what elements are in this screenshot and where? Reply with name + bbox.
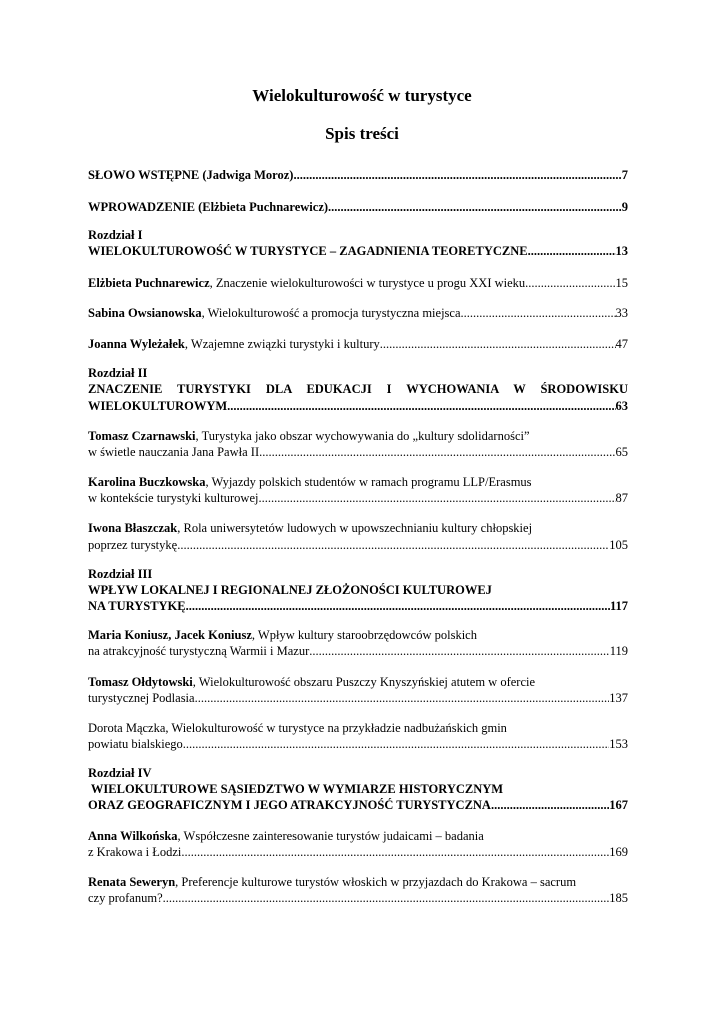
page-number: 185 <box>609 891 628 905</box>
entry-title: poprzez turystykę <box>88 538 178 552</box>
dot-leader <box>380 336 616 353</box>
toc-entry-line2 <box>88 643 628 660</box>
entry-author: Tomasz Ołdytowski <box>88 675 193 689</box>
entry-title: powiatu bialskiego <box>88 737 183 751</box>
page-number: 119 <box>609 644 628 658</box>
toc-entry-line1 <box>88 627 628 644</box>
page-number: 47 <box>615 337 628 351</box>
entry-title: SŁOWO WSTĘPNE (Jadwiga Moroz) <box>88 168 294 182</box>
entry-title: , Wyjazdy polskich studentów w ramach programu LLP/Erasmus <box>205 475 532 489</box>
dot-leader <box>491 797 609 814</box>
entry-title: WIELOKULTUROWYM <box>88 399 228 413</box>
dot-leader <box>227 398 615 415</box>
page-number: 13 <box>615 244 628 258</box>
entry-title: z Krakowa i Łodzi <box>88 845 182 859</box>
entry-title: , Znaczenie wielokulturowości w turystyce u progu XXI wieku <box>209 276 526 290</box>
toc-entry-line2 <box>88 444 628 461</box>
toc-entry-foreword <box>88 167 628 184</box>
toc-entry <box>88 275 628 292</box>
chapter-4-title-line1: WIELOKULTUROWE SĄSIEDZTWO W WYMIARZE HISTORYCZNYM <box>88 782 504 796</box>
entry-author: Iwona Błaszczak <box>88 521 178 535</box>
dot-leader <box>461 305 616 322</box>
dot-leader <box>186 598 610 615</box>
toc-entry-line1 <box>88 520 628 537</box>
toc-entry-line2 <box>88 690 628 707</box>
entry-author: Karolina Buczkowska <box>88 475 206 489</box>
page-number: 169 <box>609 845 628 859</box>
page-number: 9 <box>621 200 628 214</box>
entry-title: , Wzajemne związki turystyki i kultury <box>184 337 380 351</box>
entry-author: Joanna Wyleżałek <box>88 337 185 351</box>
toc-entry-line1: Dorota Mączka, Wielokulturowość w turystyce na przykładzie nadbużańskich gmin <box>88 721 507 735</box>
toc-entry-line1 <box>88 874 628 891</box>
entry-title: turystycznej Podlasia <box>88 691 195 705</box>
dot-leader <box>195 690 610 707</box>
chapter-1-title <box>88 243 628 260</box>
entry-title: , Wpływ kultury staroobrzędowców polskich <box>251 628 477 642</box>
toc-entry-line1 <box>88 428 628 445</box>
toc-heading: Spis treści <box>325 124 399 143</box>
toc-entry-line2 <box>88 890 628 907</box>
chapter-1-label: Rozdział I <box>88 228 143 242</box>
entry-author: Renata Seweryn <box>88 875 176 889</box>
chapter-3-label: Rozdział III <box>88 567 153 581</box>
toc-entry-line1 <box>88 474 628 491</box>
toc-entry-line2 <box>88 844 628 861</box>
entry-title: ORAZ GEOGRAFICZNYM I JEGO ATRAKCYJNOŚĆ TURYSTYCZNA <box>88 798 491 812</box>
page-number: 33 <box>615 306 628 320</box>
entry-title: , Wielokulturowość a promocja turystyczna miejsca <box>201 306 461 320</box>
toc-entry-line1 <box>88 828 628 845</box>
page-number: 7 <box>621 168 628 182</box>
page-number: 167 <box>609 798 628 812</box>
toc-entry-line1 <box>88 674 628 691</box>
dot-leader <box>259 444 615 461</box>
entry-author: Tomasz Czarnawski <box>88 429 196 443</box>
toc-entry-line2 <box>88 490 628 507</box>
entry-title: na atrakcyjność turystyczną Warmii i Mazur <box>88 644 310 658</box>
chapter-2-title-line2 <box>88 398 628 415</box>
entry-author: Anna Wilkońska <box>88 829 178 843</box>
chapter-4-label: Rozdział IV <box>88 766 152 780</box>
book-title: Wielokulturowość w turystyce <box>252 86 472 105</box>
entry-title: w kontekście turystyki kulturowej <box>88 491 259 505</box>
page-number: 87 <box>615 491 628 505</box>
page-number: 105 <box>609 538 628 552</box>
dot-leader <box>309 643 609 660</box>
page-number: 63 <box>615 399 628 413</box>
entry-title: , Preferencje kulturowe turystów włoskich w przyjazdach do Krakowa – sacrum <box>175 875 577 889</box>
entry-title: , Turystyka jako obszar wychowywania do „kultury sdolidarności” <box>195 429 530 443</box>
entry-title: , Wielokulturowość obszaru Puszczy Knyszyńskiej atutem w ofercie <box>192 675 536 689</box>
toc-entry-line2 <box>88 736 628 753</box>
entry-title: , Rola uniwersytetów ludowych w upowszechnianiu kultury chłopskiej <box>177 521 533 535</box>
dot-leader <box>177 537 609 554</box>
dot-leader <box>163 890 610 907</box>
entry-title: WPROWADZENIE (Elżbieta Puchnarewicz) <box>88 200 329 214</box>
entry-author: Sabina Owsianowska <box>88 306 202 320</box>
entry-title: , Współczesne zainteresowanie turystów judaicami – badania <box>177 829 484 843</box>
page-number: 137 <box>609 691 628 705</box>
entry-title: WIELOKULTUROWOŚĆ W TURYSTYCE – ZAGADNIENIA TEORETYCZNE <box>88 244 528 258</box>
toc-entry-introduction <box>88 199 628 216</box>
entry-author: Elżbieta Puchnarewicz <box>88 276 210 290</box>
page-number: 153 <box>609 737 628 751</box>
toc-entry-line2 <box>88 537 628 554</box>
entry-title: w świetle nauczania Jana Pawła II <box>88 445 260 459</box>
page-number: 117 <box>609 599 628 613</box>
chapter-3-title-line1: WPŁYW LOKALNEJ I REGIONALNEJ ZŁOŻONOŚCI KULTUROWEJ <box>88 583 492 597</box>
dot-leader <box>525 275 615 292</box>
toc-entry <box>88 336 628 353</box>
chapter-3-title-line2 <box>88 598 628 615</box>
entry-title: czy profanum? <box>88 891 163 905</box>
dot-leader <box>293 167 621 184</box>
dot-leader <box>181 844 609 861</box>
chapter-2-title-line1: ZNACZENIE TURYSTYKI DLA EDUKACJI I WYCHOWANIA W ŚRODOWISKU <box>88 382 628 396</box>
dot-leader <box>183 736 609 753</box>
dot-leader <box>528 243 616 260</box>
chapter-2-label: Rozdział II <box>88 366 148 380</box>
entry-author: Maria Koniusz, Jacek Koniusz <box>88 628 252 642</box>
page-number: 15 <box>615 276 628 290</box>
dot-leader <box>328 199 622 216</box>
toc-entry <box>88 305 628 322</box>
chapter-4-title-line2 <box>88 797 628 814</box>
dot-leader <box>258 490 615 507</box>
entry-title: NA TURYSTYKĘ <box>88 599 186 613</box>
page-number: 65 <box>615 445 628 459</box>
